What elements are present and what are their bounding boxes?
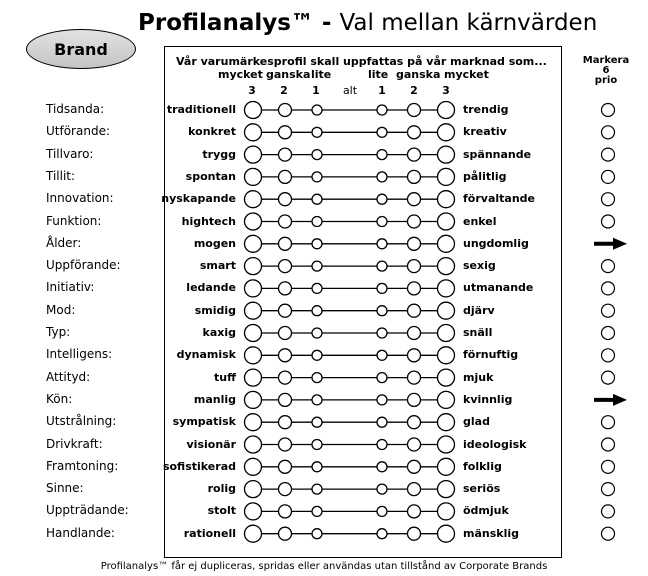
scale-option-4[interactable] — [408, 349, 421, 362]
scale-option-4[interactable] — [408, 483, 421, 496]
row-category-label: Tillvaro: — [46, 147, 94, 161]
row-category-label: Tillit: — [46, 169, 76, 183]
scale-option-1[interactable] — [279, 126, 292, 139]
row-left-value: hightech — [181, 215, 236, 228]
scale-option-4[interactable] — [408, 393, 421, 406]
scale-option-3[interactable] — [377, 529, 387, 539]
priority-checkbox[interactable] — [602, 193, 615, 206]
row-right-value: ödmjuk — [463, 504, 509, 517]
footer-copyright: Profilanalys™ får ej dupliceras, spridas eller användas utan tillstånd av Corporate Brands — [100, 561, 548, 572]
scale-right-2: 2 — [410, 84, 418, 97]
row-category-label: Funktion: — [46, 214, 102, 228]
priority-checkbox[interactable] — [602, 327, 615, 340]
scale-option-2[interactable] — [312, 283, 322, 293]
scale-option-5[interactable] — [438, 525, 455, 542]
row-right-value: djärv — [463, 304, 495, 317]
scale-option-3[interactable] — [377, 239, 387, 249]
header-lite-right: lite — [368, 68, 389, 81]
title-subtitle: Val mellan kärnvärden — [339, 10, 598, 36]
priority-checkbox[interactable] — [602, 505, 615, 518]
scale-option-2[interactable] — [312, 440, 322, 450]
header-ganska-right: ganska — [396, 68, 441, 81]
row-left-value: spontan — [185, 170, 236, 183]
priority-checkbox[interactable] — [602, 438, 615, 451]
row-category-label: Handlande: — [46, 526, 115, 540]
scale-option-0[interactable] — [245, 503, 262, 520]
scale-option-1[interactable] — [279, 148, 292, 161]
header-mycket-left: mycket — [218, 68, 263, 81]
row-left-value: nyskapande — [161, 192, 236, 205]
scale-option-2[interactable] — [312, 373, 322, 383]
row-left-value: mogen — [193, 237, 236, 250]
scale-option-1[interactable] — [279, 237, 292, 250]
scale-option-1[interactable] — [279, 527, 292, 540]
brand-label: Brand — [54, 39, 108, 59]
scale-option-0[interactable] — [245, 124, 262, 141]
row-left-value: tuff — [214, 371, 236, 384]
scale-option-1[interactable] — [279, 304, 292, 317]
scale-option-0[interactable] — [245, 213, 262, 230]
priority-arrow-icon — [613, 238, 627, 250]
row-category-label: Utförande: — [46, 124, 110, 138]
scale-option-3[interactable] — [377, 395, 387, 405]
scale-option-3[interactable] — [377, 373, 387, 383]
row-left-value: rolig — [207, 482, 236, 495]
scale-option-4[interactable] — [408, 215, 421, 228]
scale-option-4[interactable] — [408, 260, 421, 273]
scale-option-1[interactable] — [279, 371, 292, 384]
scale-option-5[interactable] — [438, 124, 455, 141]
row-left-value: ledande — [186, 281, 236, 294]
scale-option-2[interactable] — [312, 127, 322, 137]
scale-option-1[interactable] — [279, 104, 292, 117]
scale-option-4[interactable] — [408, 237, 421, 250]
scale-option-1[interactable] — [279, 416, 292, 429]
scale-option-3[interactable] — [377, 283, 387, 293]
scale-option-3[interactable] — [377, 350, 387, 360]
scale-option-3[interactable] — [377, 217, 387, 227]
row-category-label: Initiativ: — [46, 280, 95, 294]
row-left-value: sofistikerad — [162, 460, 236, 473]
scale-option-1[interactable] — [279, 438, 292, 451]
row-left-value: trygg — [202, 148, 236, 161]
row-category-label: Uppträdande: — [46, 503, 129, 517]
row-category-label: Uppförande: — [46, 258, 121, 272]
scale-option-4[interactable] — [408, 170, 421, 183]
scale-option-4[interactable] — [408, 438, 421, 451]
row-right-value: trendig — [463, 103, 509, 116]
scale-option-5[interactable] — [438, 280, 455, 297]
scale-option-0[interactable] — [245, 347, 262, 364]
scale-left-3: 3 — [248, 84, 256, 97]
scale-option-5[interactable] — [438, 481, 455, 498]
row-left-value: dynamisk — [176, 348, 236, 361]
priority-checkbox[interactable] — [602, 349, 615, 362]
scale-right-1: 1 — [378, 84, 386, 97]
row-right-value: mjuk — [463, 371, 494, 384]
row-category-label: Sinne: — [46, 481, 84, 495]
scale-left-1: 1 — [312, 84, 320, 97]
scale-option-4[interactable] — [408, 327, 421, 340]
priority-checkbox[interactable] — [602, 527, 615, 540]
scale-option-3[interactable] — [377, 172, 387, 182]
scale-option-5[interactable] — [438, 458, 455, 475]
row-right-value: enkel — [463, 215, 497, 228]
scale-option-4[interactable] — [408, 104, 421, 117]
scale-option-2[interactable] — [312, 462, 322, 472]
scale-option-0[interactable] — [245, 146, 262, 163]
scale-option-5[interactable] — [438, 369, 455, 386]
header-mycket-right: mycket — [444, 68, 489, 81]
header-ganska-left: ganska — [266, 68, 311, 81]
priority-checkbox[interactable] — [602, 170, 615, 183]
row-category-label: Kön: — [46, 392, 73, 406]
scale-option-1[interactable] — [279, 349, 292, 362]
scale-option-2[interactable] — [312, 261, 322, 271]
scale-option-1[interactable] — [279, 327, 292, 340]
scale-option-5[interactable] — [438, 347, 455, 364]
scale-option-5[interactable] — [438, 325, 455, 342]
header-statement: Vår varumärkesprofil skall uppfattas på vår marknad som... — [176, 55, 547, 68]
scale-option-0[interactable] — [245, 369, 262, 386]
priority-checkbox[interactable] — [602, 104, 615, 117]
scale-option-4[interactable] — [408, 416, 421, 429]
scale-option-2[interactable] — [312, 150, 322, 160]
row-right-value: spännande — [463, 148, 532, 161]
scale-alt: alt — [342, 84, 358, 97]
row-left-value: traditionell — [166, 103, 236, 116]
scale-option-0[interactable] — [245, 235, 262, 252]
row-right-value: mänsklig — [463, 527, 519, 540]
row-category-label: Innovation: — [46, 191, 114, 205]
title-dash: - — [313, 10, 340, 36]
row-left-value: sympatisk — [172, 415, 236, 428]
scale-option-0[interactable] — [245, 458, 262, 475]
row-category-label: Ålder: — [46, 236, 82, 250]
scale-option-4[interactable] — [408, 505, 421, 518]
scale-option-4[interactable] — [408, 371, 421, 384]
scale-option-1[interactable] — [279, 393, 292, 406]
scale-option-3[interactable] — [377, 484, 387, 494]
row-left-value: smart — [199, 259, 236, 272]
header-lite-left: lite — [311, 68, 332, 81]
scale-option-5[interactable] — [438, 258, 455, 275]
scale-option-4[interactable] — [408, 126, 421, 139]
scale-left-2: 2 — [280, 84, 288, 97]
scale-option-3[interactable] — [377, 328, 387, 338]
row-right-value: kvinnlig — [463, 393, 513, 406]
row-right-value: seriös — [463, 482, 501, 495]
scale-option-0[interactable] — [245, 525, 262, 542]
row-right-value: ideologisk — [463, 438, 527, 451]
scale-option-2[interactable] — [312, 172, 322, 182]
scale-option-0[interactable] — [245, 102, 262, 119]
scale-option-3[interactable] — [377, 462, 387, 472]
scale-option-5[interactable] — [438, 168, 455, 185]
marker-title-line3: prio — [594, 75, 618, 86]
row-category-label: Framtoning: — [46, 459, 119, 473]
scale-option-3[interactable] — [377, 306, 387, 316]
scale-option-3[interactable] — [377, 150, 387, 160]
scale-option-2[interactable] — [312, 484, 322, 494]
scale-option-1[interactable] — [279, 215, 292, 228]
scale-option-1[interactable] — [279, 282, 292, 295]
scale-option-3[interactable] — [377, 127, 387, 137]
scale-option-0[interactable] — [245, 258, 262, 275]
row-right-value: utmanande — [463, 281, 534, 294]
row-right-value: glad — [463, 415, 490, 428]
scale-option-0[interactable] — [245, 168, 262, 185]
row-left-value: visionär — [186, 438, 236, 451]
scale-option-4[interactable] — [408, 282, 421, 295]
scale-option-0[interactable] — [245, 280, 262, 297]
scale-option-0[interactable] — [245, 391, 262, 408]
row-right-value: snäll — [463, 326, 493, 339]
scale-option-0[interactable] — [245, 302, 262, 319]
scale-option-0[interactable] — [245, 436, 262, 453]
scale-option-2[interactable] — [312, 105, 322, 115]
scale-option-5[interactable] — [438, 414, 455, 431]
scale-option-5[interactable] — [438, 235, 455, 252]
row-category-label: Utstrålning: — [46, 414, 117, 428]
scale-option-0[interactable] — [245, 414, 262, 431]
priority-checkbox[interactable] — [602, 416, 615, 429]
row-category-label: Intelligens: — [46, 347, 113, 361]
scale-option-5[interactable] — [438, 213, 455, 230]
row-left-value: manlig — [193, 393, 236, 406]
priority-checkbox[interactable] — [602, 260, 615, 273]
row-right-value: sexig — [463, 259, 496, 272]
scale-option-1[interactable] — [279, 260, 292, 273]
row-category-label: Mod: — [46, 303, 76, 317]
scale-option-4[interactable] — [408, 527, 421, 540]
row-right-value: förvaltande — [463, 192, 535, 205]
scale-option-4[interactable] — [408, 304, 421, 317]
scale-option-2[interactable] — [312, 529, 322, 539]
scale-option-0[interactable] — [245, 191, 262, 208]
row-right-value: ungdomlig — [463, 237, 529, 250]
scale-option-1[interactable] — [279, 505, 292, 518]
scale-option-0[interactable] — [245, 481, 262, 498]
scale-option-1[interactable] — [279, 193, 292, 206]
row-right-value: förnuftig — [463, 348, 519, 361]
scale-option-5[interactable] — [438, 436, 455, 453]
scale-option-3[interactable] — [377, 417, 387, 427]
row-category-label: Drivkraft: — [46, 437, 103, 451]
scale-option-4[interactable] — [408, 460, 421, 473]
scale-option-2[interactable] — [312, 194, 322, 204]
scale-option-3[interactable] — [377, 261, 387, 271]
scale-option-2[interactable] — [312, 328, 322, 338]
marker-title-line2: 6 — [602, 65, 610, 76]
row-right-value: kreativ — [463, 125, 507, 138]
scale-option-2[interactable] — [312, 217, 322, 227]
scale-option-5[interactable] — [438, 302, 455, 319]
priority-checkbox[interactable] — [602, 148, 615, 161]
scale-option-2[interactable] — [312, 417, 322, 427]
scale-option-2[interactable] — [312, 395, 322, 405]
row-left-value: smidig — [194, 304, 236, 317]
scale-option-3[interactable] — [377, 440, 387, 450]
marker-title-line1: Markera — [582, 55, 630, 66]
scale-option-2[interactable] — [312, 350, 322, 360]
priority-arrow-icon — [613, 394, 627, 406]
row-right-value: pålitlig — [463, 170, 507, 183]
scale-option-2[interactable] — [312, 239, 322, 249]
priority-checkbox[interactable] — [602, 215, 615, 228]
row-category-label: Tidsanda: — [46, 102, 105, 116]
scale-option-4[interactable] — [408, 193, 421, 206]
row-left-value: konkret — [188, 125, 236, 138]
priority-checkbox[interactable] — [602, 483, 615, 496]
priority-checkbox[interactable] — [602, 282, 615, 295]
row-category-label: Typ: — [46, 325, 71, 339]
scale-option-3[interactable] — [377, 105, 387, 115]
scale-option-5[interactable] — [438, 191, 455, 208]
priority-checkbox[interactable] — [602, 304, 615, 317]
scale-option-1[interactable] — [279, 170, 292, 183]
row-left-value: rationell — [183, 527, 236, 540]
scale-option-3[interactable] — [377, 194, 387, 204]
scale-right-3: 3 — [442, 84, 450, 97]
scale-option-5[interactable] — [438, 146, 455, 163]
row-left-value: stolt — [207, 504, 236, 517]
priority-checkbox[interactable] — [602, 126, 615, 139]
row-right-value: folklig — [463, 460, 502, 473]
scale-option-2[interactable] — [312, 306, 322, 316]
scale-option-2[interactable] — [312, 506, 322, 516]
priority-checkbox[interactable] — [602, 371, 615, 384]
row-left-value: kaxig — [202, 326, 236, 339]
row-category-label: Attityd: — [46, 370, 91, 384]
scale-option-5[interactable] — [438, 391, 455, 408]
scale-option-5[interactable] — [438, 503, 455, 520]
title-brand: Profilanalys™ — [138, 10, 314, 36]
scale-option-1[interactable] — [279, 483, 292, 496]
scale-option-5[interactable] — [438, 102, 455, 119]
priority-checkbox[interactable] — [602, 460, 615, 473]
scale-option-3[interactable] — [377, 506, 387, 516]
scale-option-4[interactable] — [408, 148, 421, 161]
scale-option-0[interactable] — [245, 325, 262, 342]
scale-option-1[interactable] — [279, 460, 292, 473]
